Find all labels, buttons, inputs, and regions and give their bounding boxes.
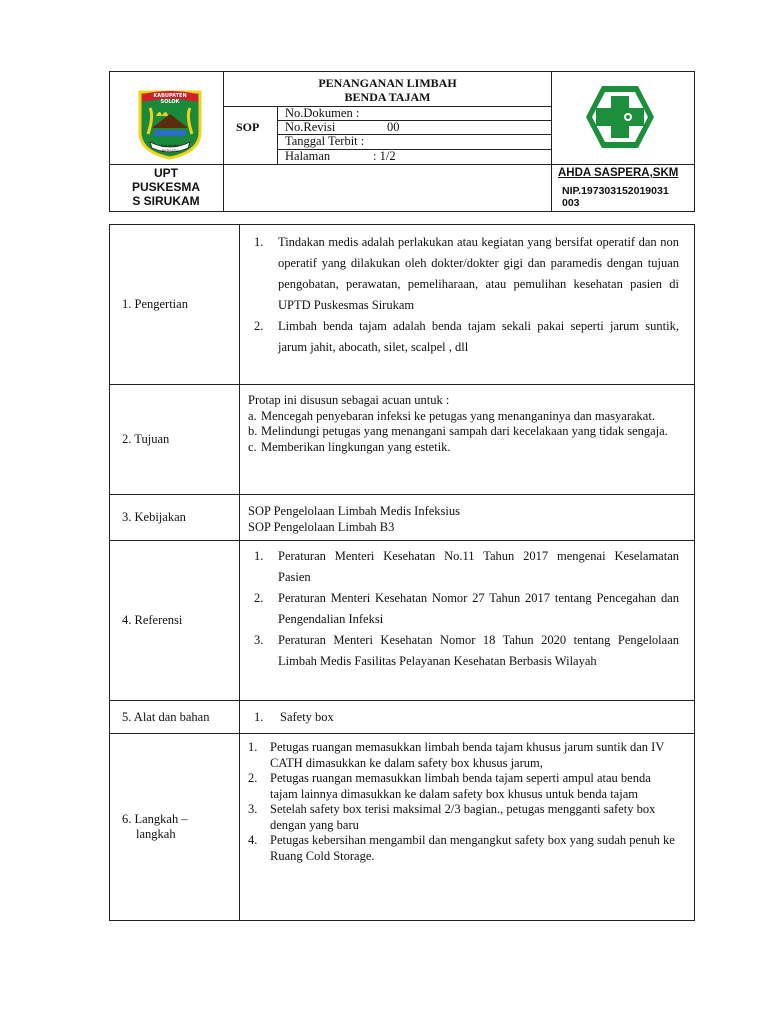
content-pengertian: [240, 232, 693, 358]
list-item: 1. Peraturan Menteri Kesehatan No.11 Tahun 2017 mengenai Keselamatan Pasien: [254, 549, 679, 584]
content-langkah: [240, 740, 693, 864]
document-title: [224, 76, 551, 104]
doc-row-dokumen: No.Dokumen :: [285, 106, 360, 120]
content-referensi: [240, 546, 693, 672]
list-item: 2. Limbah benda tajam adalah benda tajam sekali pakai seperti jarum suntik, jarum jahit, abocath, silet, scalpel , dll: [254, 319, 679, 354]
logo-bottom-text: SALINGKA BERSATU: [161, 144, 179, 153]
list-item: 2. Petugas ruangan memasukkan limbah benda tajam seperti ampul atau benda tajam lainnya dimasukkan ke dalam safety box khusus untuk benda tajam: [248, 771, 651, 801]
kebijakan-line-1: SOP Pengelolaan Limbah Medis Infeksius: [248, 504, 461, 518]
list-item: b. Melindungi petugas yang menangani sampah dari kecelakaan yang tidak sengaja.: [248, 424, 668, 438]
list-item: 4. Petugas kebersihan mengambil dan mengangkut safety box yang sudah penuh ke Ruang Cold Storage.: [248, 833, 675, 863]
list-item: 1. Tindakan medis adalah perlakukan atau kegiatan yang bersifat operatif dan non operatif yang dilakukan oleh dokter/dokter gigi dan paramedis dengan tujuan pengobatan, perawatan, pemeliharaan, atau pemulihan kesehatan pasien di UPTD Puskesmas Sirukam: [254, 235, 679, 312]
label-tujuan: 2. Tujuan: [122, 432, 170, 446]
label-langkah: 6. Langkah – langkah: [122, 812, 188, 841]
list-item: a. Mencegah penyebaran infeksi ke petugas yang menanganinya dan masyarakat.: [248, 408, 655, 423]
label-kebijakan: 3. Kebijakan: [122, 510, 186, 524]
puskesmas-cross-icon: [584, 84, 656, 150]
signer-name: AHDA SASPERA,SKM: [558, 167, 679, 179]
doc-row-tanggal: Tanggal Terbit :: [285, 134, 365, 148]
title-line-1: PENANGANAN LIMBAH: [318, 76, 457, 90]
content-kebijakan: [240, 503, 693, 535]
signer-nip: NIP.197303152019031 003: [562, 185, 669, 209]
title-line-2: BENDA TAJAM: [344, 90, 431, 104]
content-alat-bahan: [240, 709, 693, 725]
content-tujuan: [240, 393, 693, 455]
unit-line-3: S SIRUKAM: [132, 194, 200, 208]
list-item: 1. Safety box: [254, 710, 334, 724]
unit-name: [110, 166, 222, 208]
list-item: 2. Peraturan Menteri Kesehatan Nomor 27 Tahun 2017 tentang Pencegahan dan Pengendalian Infeksi: [254, 591, 679, 626]
label-alat-bahan: 5. Alat dan bahan: [122, 709, 210, 724]
list-item: 3. Peraturan Menteri Kesehatan Nomor 18 Tahun 2020 tentang Pengelolaan Limbah Medis Fasilitas Pelayanan Kesehatan Berbasis Wilayah: [254, 633, 679, 668]
logo-top-text: KABUPATEN SOLOK: [153, 93, 187, 105]
kebijakan-line-2: SOP Pengelolaan Limbah B3: [248, 520, 395, 534]
label-pengertian: 1. Pengertian: [122, 297, 188, 311]
doc-row-revisi: No.Revisi 00: [285, 120, 400, 134]
sop-label: SOP: [236, 120, 260, 134]
list-item: 3. Setelah safety box terisi maksimal 2/3 bagian., petugas mengganti safety box dengan yang baru: [248, 802, 656, 832]
unit-line-1: UPT: [154, 166, 178, 180]
unit-line-2: PUSKESMA: [131, 180, 200, 194]
list-item: c. Memberikan lingkungan yang estetik.: [248, 439, 451, 454]
doc-row-halaman: Halaman : 1/2: [285, 149, 396, 163]
label-referensi: 4. Referensi: [122, 613, 183, 627]
regency-emblem-icon: [134, 86, 206, 160]
list-item: 1. Petugas ruangan memasukkan limbah benda tajam khusus jarum suntik dan IV CATH dimasukkan ke dalam safety box khusus jarum,: [248, 740, 665, 770]
tujuan-intro: Protap ini disusun sebagai acuan untuk :: [248, 393, 450, 407]
